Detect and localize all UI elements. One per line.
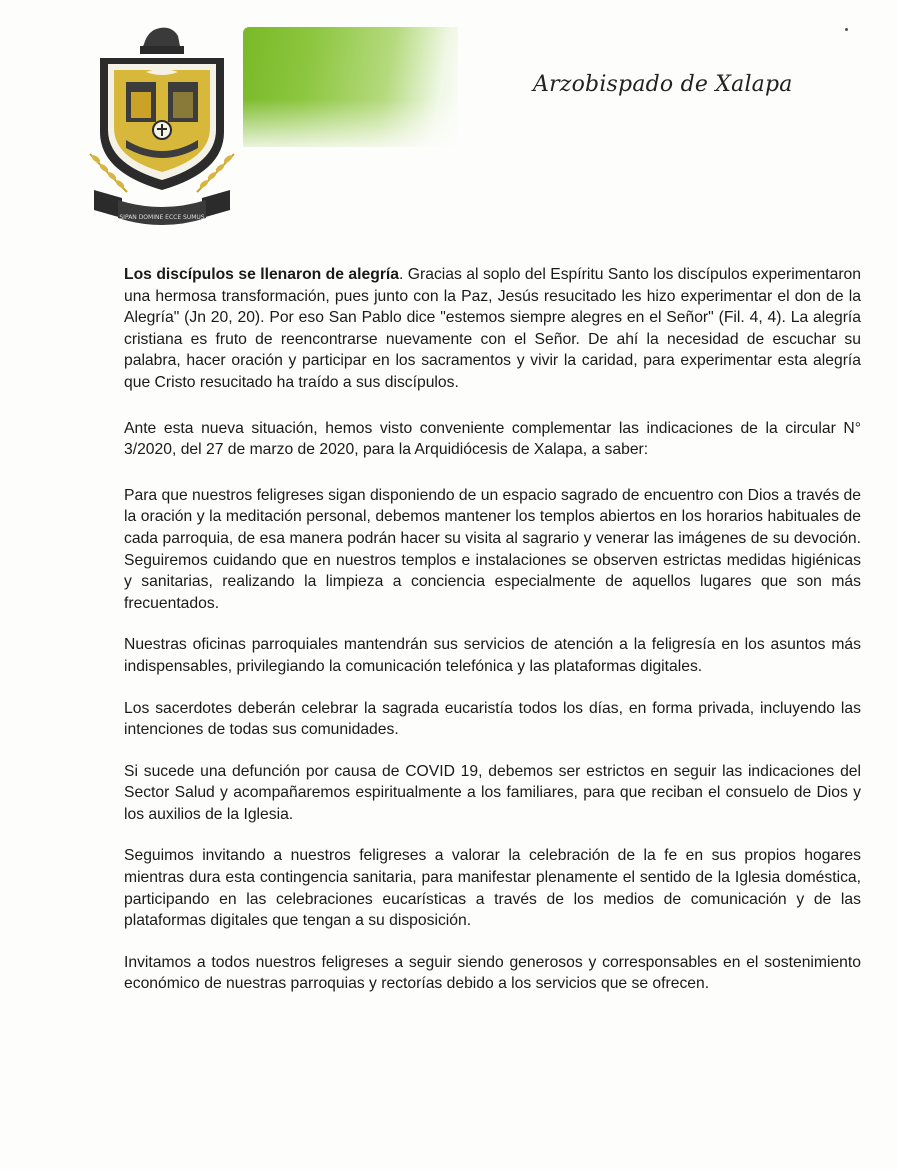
archdiocese-coat-of-arms (82, 22, 242, 227)
paragraph-4: Nuestras oficinas parroquiales mantendrán sus servicios de atención a la feligresía en los asuntos más indispensables, privilegiando la comunicación telefónica y las plataformas digitales. (124, 636, 861, 675)
scan-speck (845, 28, 848, 31)
crest-ribbon-text: SIPAN DOMINE ECCE SUMUS (119, 214, 205, 221)
letterhead-title: Arzobispado de Xalapa (533, 72, 793, 97)
letterhead-green-band (243, 27, 458, 147)
paragraph-2: Ante esta nueva situación, hemos visto conveniente complementar las indicaciones de la circular N° 3/2020, del 27 de marzo de 2020, para la Arquidiócesis de Xalapa, a saber: (124, 419, 861, 459)
paragraph-7: Seguimos invitando a nuestros feligreses a valorar la celebración de la fe en sus propios hogares mientras dura esta contingencia sanitaria, para manifestar plenamente el sentido de la Iglesia doméstica, participando en las celebraciones eucarísticas a través de los medios de comunicación y de las plataformas digitales que tengan a su disposición. (124, 847, 861, 930)
paragraph-1 (124, 264, 861, 394)
paragraph-1-text: . Gracias al soplo del Espíritu Santo los discípulos experimentaron una hermosa transformación, pues junto con la Paz, Jesús resucitado les hizo experimentar el don de la Alegría" (Jn 20, 20). Por eso San Pablo dice "estemos siempre alegres en el Señor" (Fil. 4, 4). La alegría cristiana es fruto de reencontrarse nuevamente con el Señor. De ahí la necesidad de escuchar su palabra, hacer oración y participar en los sacramentos y vivir la caridad, para experimentar esta alegría que Cristo resucitado ha traído a sus discípulos. (124, 266, 861, 391)
paragraph-8: Invitamos a todos nuestros feligreses a seguir siendo generosos y corresponsables en el sostenimiento económico de nuestras parroquias y rectorías debido a los servicios que se ofrecen. (124, 953, 861, 993)
paragraph-6: Si sucede una defunción por causa de COVID 19, debemos ser estrictos en seguir las indicaciones del Sector Salud y acompañaremos espiritualmente a los familiares, para que reciban el consuelo de Dios y los auxilios de la Iglesia. (124, 762, 861, 823)
paragraph-1-lead: Los discípulos se llenaron de alegría (124, 266, 400, 283)
paragraph-3: Para que nuestros feligreses sigan disponiendo de un espacio sagrado de encuentro con Dios a través de la oración y la meditación personal, debemos mantener los templos abiertos en los horarios habituales de cada parroquia, de esa manera podrán hacer su visita al sagrario y venerar las imágenes de su devoción. Seguiremos cuidando que en nuestros templos e instalaciones se observen estrictas medidas higiénicas y sanitarias, realizando la limpieza a conciencia especialmente de aquellos lugares que son más frecuentados. (124, 486, 861, 612)
paragraph-5: Los sacerdotes deberán celebrar la sagrada eucaristía todos los días, en forma privada, incluyendo las intenciones de todas sus comunidades. (124, 699, 861, 739)
letter-body (124, 264, 861, 995)
